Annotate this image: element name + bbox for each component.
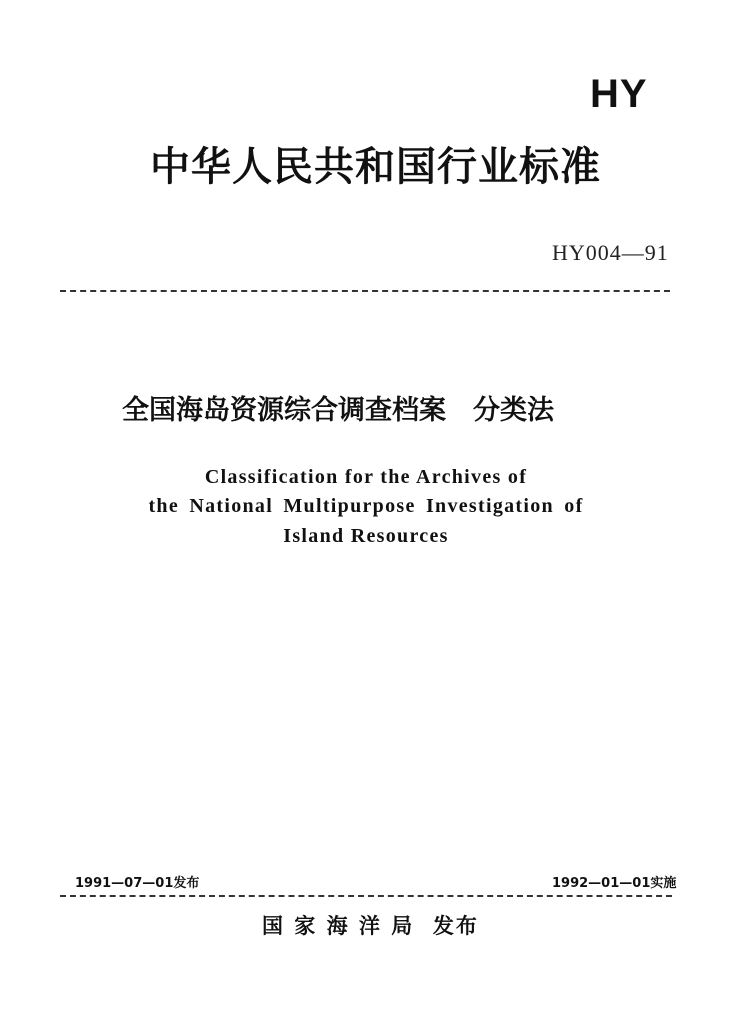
document-title-en-line-1: Classification for the Archives of [204, 466, 528, 488]
bottom-divider [60, 895, 672, 897]
issuer: 国 家 海 洋 局 发布 [262, 913, 479, 938]
document-title-en-line-3: Island Resources [283, 525, 449, 547]
publish-date: 1991—07—01发布 [75, 876, 200, 891]
document-title-cn: 全国海岛资源综合调查档案 分类法 [122, 395, 554, 426]
standard-code: HY004—91 [552, 240, 669, 265]
document-title-en-line-2: the National Multipurpose Investigation of [148, 495, 584, 517]
top-divider [60, 290, 670, 292]
standard-mark: HY [590, 72, 648, 116]
standard-category-title: 中华人民共和国行业标准 [150, 143, 601, 190]
implement-date: 1992—01—01实施 [552, 876, 677, 891]
